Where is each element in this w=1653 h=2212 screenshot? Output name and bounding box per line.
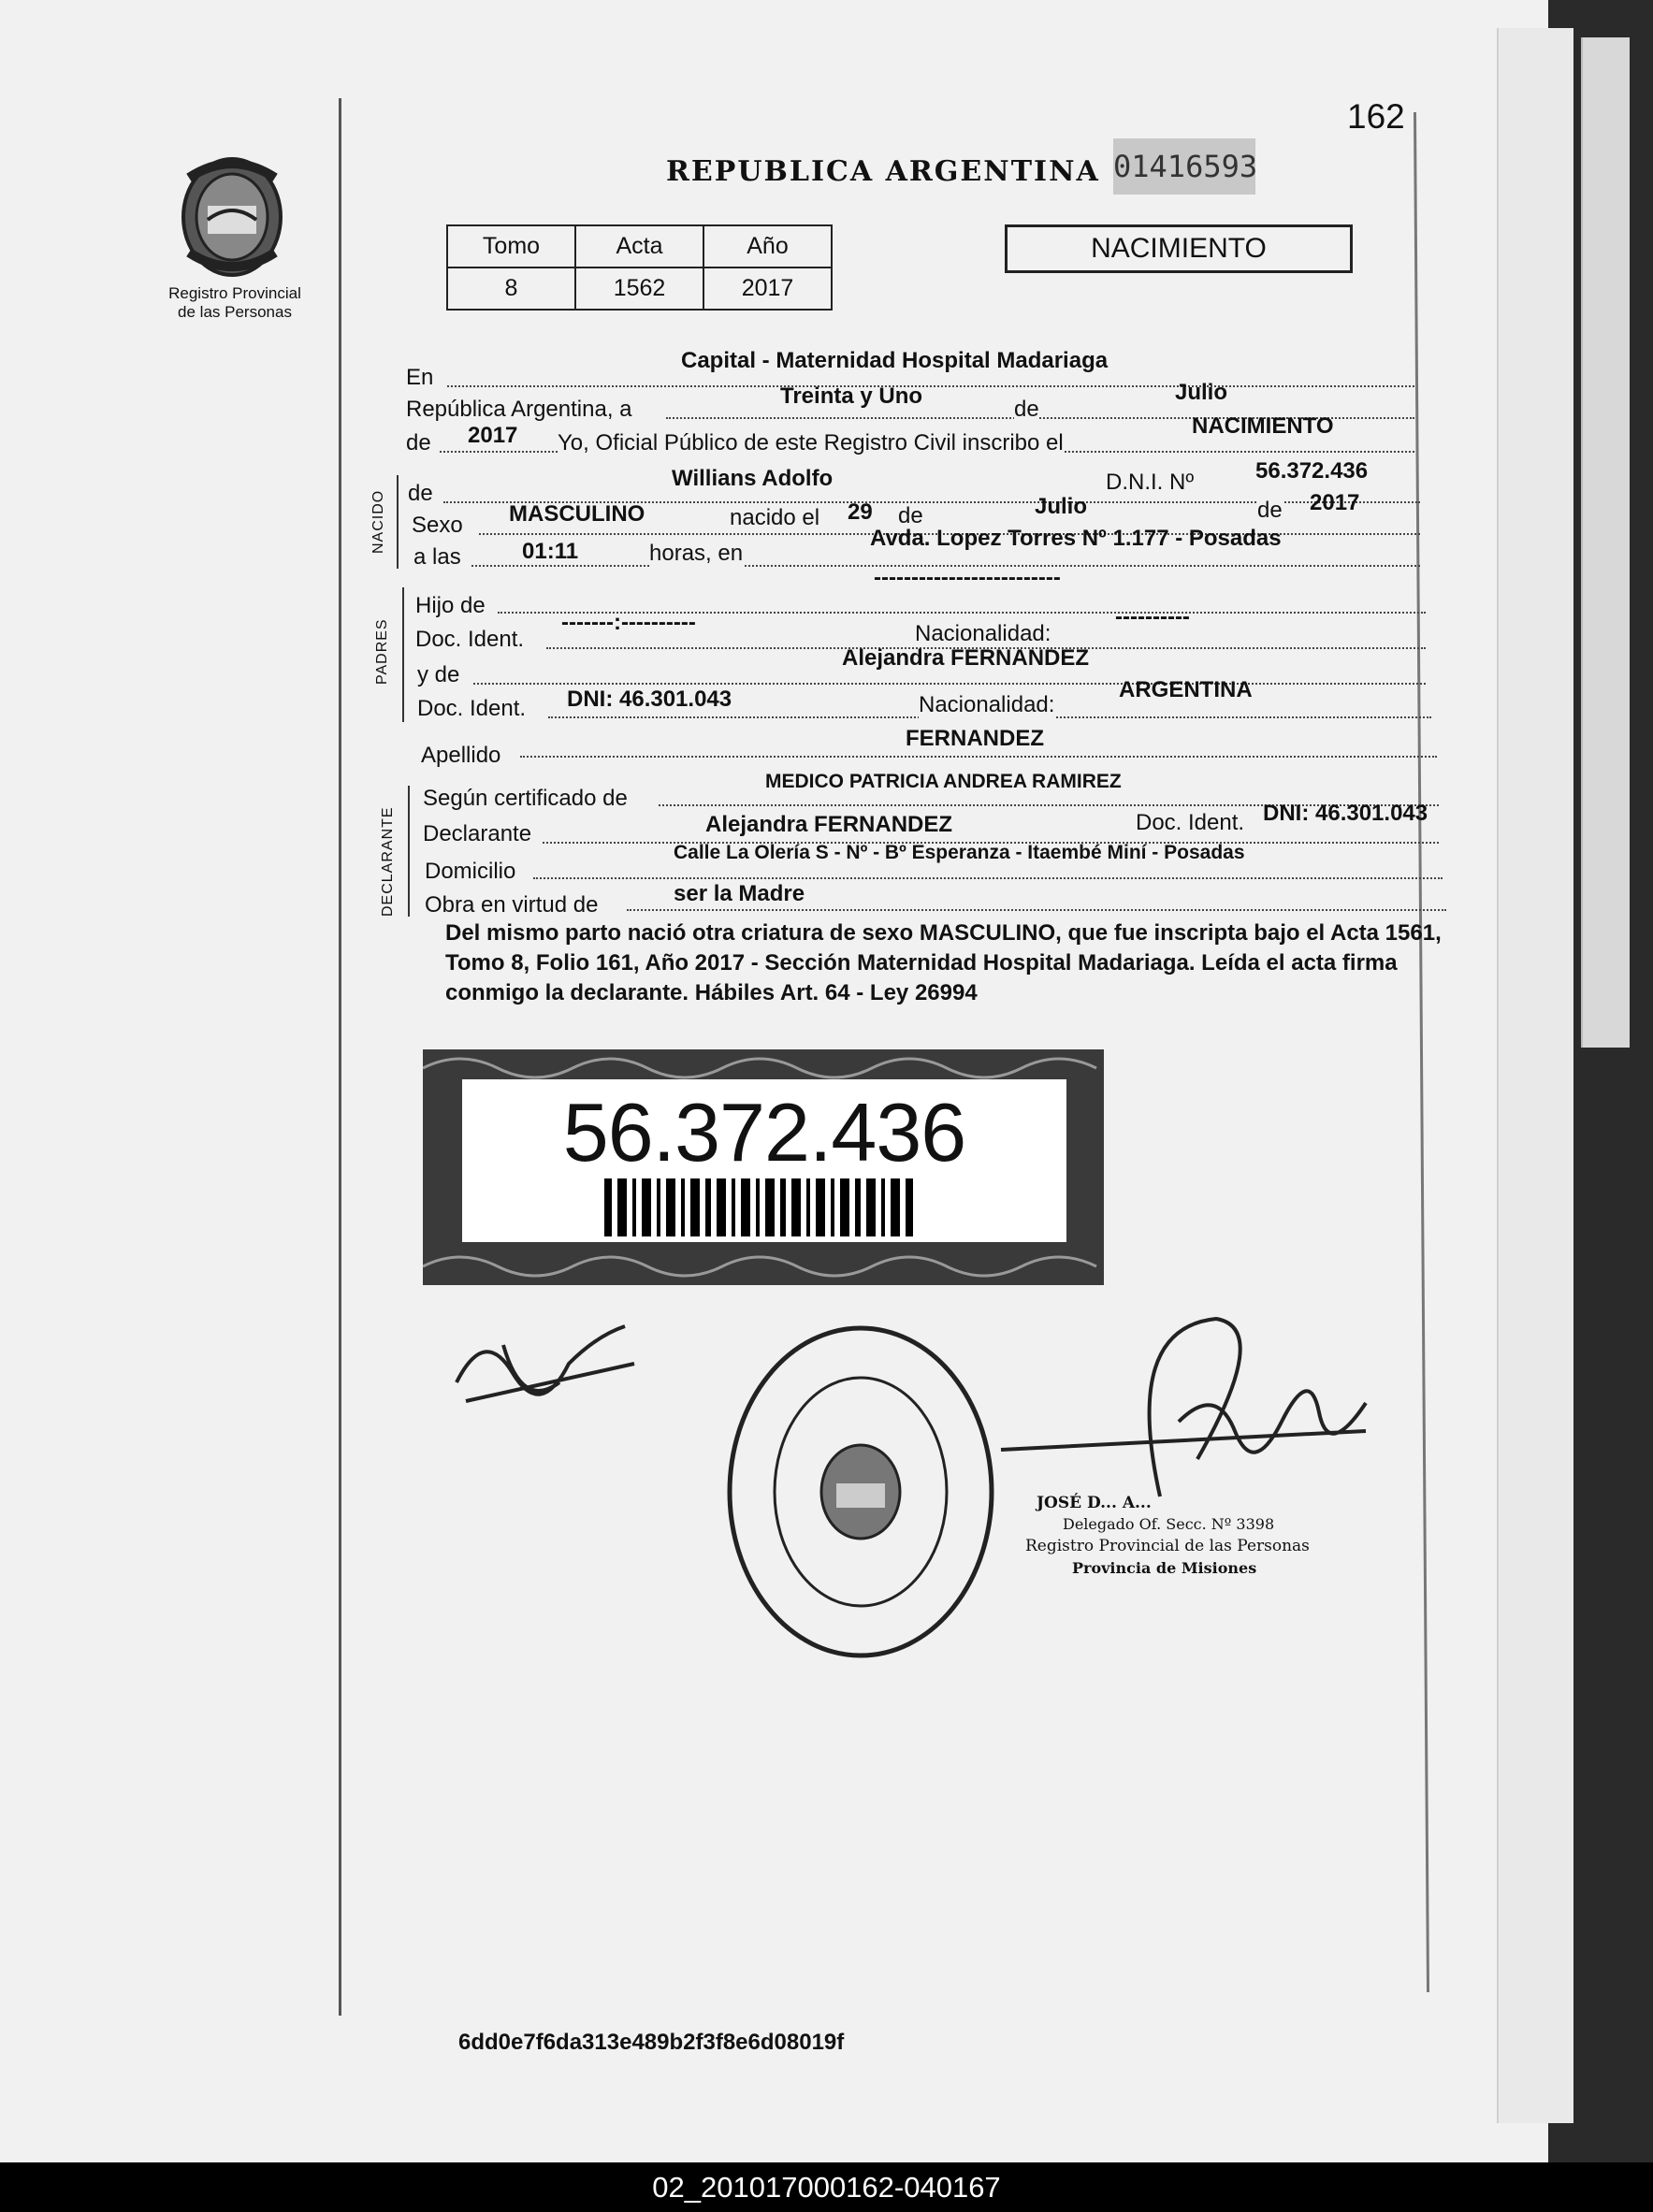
inscribe-value: NACIMIENTO (1192, 413, 1334, 439)
side-label-declarante: DECLARANTE (380, 806, 396, 917)
province-coat-of-arms-icon (170, 150, 294, 281)
header-anio: Año (703, 225, 832, 267)
doc-ident-label: Doc. Ident. (1136, 810, 1245, 835)
oficial-text: Yo, Oficial Público de este Registro Civil inscribo el (558, 430, 1064, 455)
certificado-value: MEDICO PATRICIA ANDREA RAMIREZ (765, 771, 1122, 792)
domicilio-label: Domicilio (425, 859, 516, 884)
underlying-sheet (1581, 37, 1630, 1048)
barcode-icon (604, 1178, 922, 1236)
hijo-value: ------------------------- (874, 565, 1061, 590)
certificado-label: Según certificado de (423, 786, 628, 811)
en-value: Capital - Maternidad Hospital Madariaga (681, 348, 1109, 373)
official-province: Provincia de Misiones (1072, 1559, 1257, 1577)
de-label: de (408, 481, 433, 506)
value-anio: 2017 (703, 267, 832, 310)
hora-value: 01:11 (522, 539, 579, 564)
section-bracket (397, 475, 399, 569)
sexo-value: MASCULINO (509, 501, 645, 527)
record-table (446, 224, 833, 311)
republica-label: República Argentina, a (406, 397, 632, 422)
de-label: de (898, 503, 923, 528)
nac-mes-value: Julio (1035, 494, 1088, 519)
dni-value: 56.372.436 (1255, 458, 1369, 484)
dia-value: Treinta y Uno (780, 383, 923, 409)
document-title: REPUBLICA ARGENTINA (666, 155, 1100, 188)
sexo-label: Sexo (412, 513, 463, 538)
padre-nac-value: ---------- (1115, 604, 1190, 629)
record-type-box: NACIMIENTO (1005, 224, 1353, 273)
section-bracket (408, 786, 410, 917)
domicilio-value: Calle La Olería S - Nº - Bº Esperanza - Itaembé Miní - Posadas (674, 842, 1245, 863)
horas-en-label: horas, en (649, 541, 744, 566)
obra-value: ser la Madre (674, 881, 805, 906)
apellido-label: Apellido (421, 743, 501, 768)
y-de-label: y de (417, 662, 460, 687)
dotted-line (627, 909, 1446, 911)
side-label-nacido: NACIDO (370, 489, 386, 554)
dotted-line (473, 683, 1426, 685)
header-tomo: Tomo (447, 225, 575, 267)
document-hash: 6dd0e7f6da313e489b2f3f8e6d08019f (458, 2030, 845, 2055)
section-bracket (402, 587, 404, 722)
nac-dia-value: 29 (848, 499, 873, 525)
declarante-value: Alejandra FERNANDEZ (705, 812, 953, 837)
apellido-value: FERNANDEZ (906, 726, 1044, 751)
side-label-padres: PADRES (374, 618, 390, 685)
barcode-dni-number: 56.372.436 (562, 1086, 966, 1178)
anio-value: 2017 (468, 423, 518, 448)
de-label: de (1014, 397, 1039, 422)
margin-line (339, 98, 341, 2016)
doc-ident-label: Doc. Ident. (415, 627, 525, 652)
doc-ident-label: Doc. Ident. (417, 696, 527, 721)
de-label: de (1257, 498, 1283, 523)
mes-value: Julio (1175, 380, 1228, 405)
footer-code: 02_201017000162-040167 (0, 2162, 1653, 2212)
padre-doc-value: -------:---------- (561, 610, 696, 635)
margin-line (1414, 112, 1429, 1992)
obra-label: Obra en virtud de (425, 892, 599, 918)
declarant-signature-icon (447, 1308, 657, 1420)
dotted-line (447, 385, 1414, 387)
header-acta: Acta (575, 225, 703, 267)
nacido-label: nacido el (730, 505, 820, 530)
declarante-doc-value: DNI: 46.301.043 (1263, 801, 1428, 826)
declarante-label: Declarante (423, 821, 532, 846)
hijo-label: Hijo de (415, 593, 486, 618)
page-number: 162 (1347, 97, 1405, 136)
madre-doc-value: DNI: 46.301.043 (567, 687, 732, 712)
official-name: JOSÉ D... A... (1037, 1494, 1152, 1512)
barcode-white-area (462, 1079, 1066, 1242)
barcode-label (423, 1049, 1104, 1285)
de-label: de (406, 430, 431, 455)
official-signature-icon (973, 1309, 1385, 1515)
value-acta: 1562 (575, 267, 703, 310)
lugar-value: Avda. Lopez Torres Nº 1.177 - Posadas (870, 526, 1282, 551)
nacionalidad-label: Nacionalidad: (919, 692, 1055, 717)
official-role: Delegado Of. Secc. Nº 3398 (1063, 1515, 1275, 1533)
dotted-line (533, 877, 1443, 879)
official-office: Registro Provincial de las Personas (1025, 1537, 1310, 1555)
registry-label: Registro Provincial de las Personas (168, 284, 301, 321)
en-label: En (406, 365, 434, 390)
dni-label: D.N.I. Nº (1106, 470, 1195, 495)
nombre-value: Willians Adolfo (672, 466, 834, 491)
a-las-label: a las (413, 544, 461, 570)
nacionalidad-label: Nacionalidad: (915, 621, 1051, 646)
record-note: Del mismo parto nació otra criatura de sexo MASCULINO, que fue inscripta bajo el Acta 1561, Tomo 8, Folio 161, Año 2017 - Sección Maternidad Hospital Madariaga. Leída el acta firma conmigo la declarante. Hábiles Art. 64 - Ley 26994 (445, 920, 1442, 1005)
madre-value: Alejandra FERNANDEZ (842, 645, 1090, 671)
dotted-line (520, 756, 1437, 758)
official-seal-icon (720, 1319, 1001, 1665)
madre-nac-value: ARGENTINA (1119, 677, 1253, 702)
serial-number: 01416593 (1113, 138, 1255, 195)
nac-anio-value: 2017 (1310, 490, 1360, 515)
value-tomo: 8 (447, 267, 575, 310)
